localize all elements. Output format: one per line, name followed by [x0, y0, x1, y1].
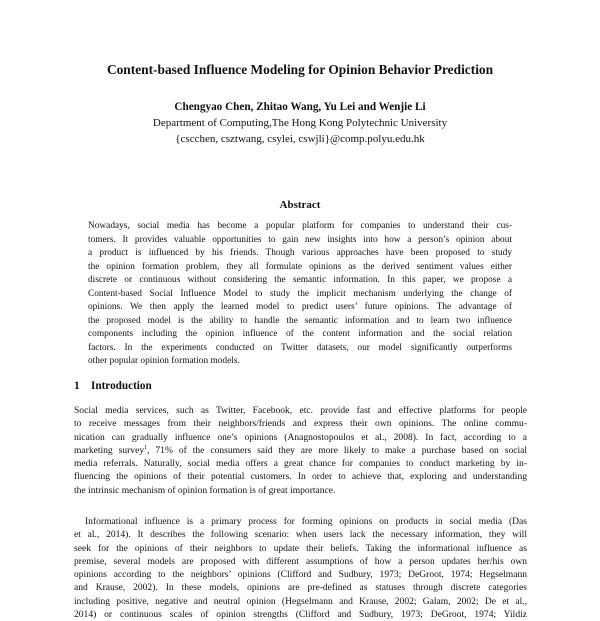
abstract-line: components including the opinion influence of the content information and the social relation [88, 329, 512, 340]
paragraph-line-with-footnote [74, 444, 527, 457]
section-number: 1 [74, 380, 80, 392]
paragraph-line: premise, several models are proposed with different assumptions of how a person updates her/his own [74, 555, 527, 567]
abstract-line: the opinion formation problem, they all formulate opinions as the derived sentiment values either [88, 261, 512, 272]
abstract-line: the proposed model is the ability to handle the semantic information and to learn two influence [88, 315, 512, 326]
abstract-line: discrete or continuous without considering the semantic information. In this paper, we propose a [88, 275, 512, 286]
intro-paragraph-2 [74, 515, 527, 621]
author-list: Chengyao Chen, Zhitao Wang, Yu Lei and Wenjie Li [174, 101, 426, 113]
author-emails: {cscchen, csztwang, csylei, cswjli}@comp.polyu.edu.hk [175, 133, 425, 145]
paper-title: Content-based Influence Modeling for Opinion Behavior Prediction [106, 62, 494, 77]
abstract-line: opinions. We then apply the learned model to predict users’ future opinions. The advantage of [88, 302, 512, 313]
section-heading-introduction [74, 380, 152, 392]
paragraph-line: Informational influence is a primary process for forming opinions on products in social media (Das [85, 516, 527, 527]
paragraph-line: including positive, negative and neutral opinion (Hegselmann and Krause, 2002; Galam, 2002; De et al., [74, 595, 527, 607]
paragraph-line: seek for the opinions of their neighbors to update their beliefs. Taking the informational influence as [74, 542, 527, 554]
abstract-line: factors. In the experiments conducted on Twitter datasets, our model significantly outperforms [88, 342, 512, 353]
paragraph-line: fluencing the opinions of their potential customers. In order to achieve that, exploring and understanding [74, 471, 527, 483]
paragraph-line: nication can gradually influence one’s opinions (Anagnostopoulos et al., 2008). In fact, according to a [74, 431, 527, 443]
abstract-line: tomers. It provides valuable opportunities to gain new insights into how a person’s opinion about [88, 234, 512, 245]
intro-paragraph-1 [74, 404, 527, 497]
section-title: Introduction [91, 380, 152, 392]
paragraph-line: and Krause, 2002). In these models, opinions are pre-defined as statuses through discrete categories [74, 582, 527, 594]
footnote-context-before: marketing survey [74, 444, 145, 456]
affiliation: Department of Computing,The Hong Kong Polytechnic University [152, 117, 448, 129]
abstract-line: other popular opinion formation models. [88, 356, 240, 367]
footnote-context-after: , 71% of the consumers said they are more likely to make a purchase based on social [147, 444, 527, 456]
paragraph-line: et al., 2014). It describes the following scenario: when users lack the necessary information, they will [74, 529, 527, 541]
abstract-line: Content-based Social Influence Model to study the implicit mechanism underlying the change of [88, 288, 512, 299]
paragraph-line: the intrinsic mechanism of opinion formation is of great importance. [74, 484, 336, 496]
abstract-heading: Abstract [279, 199, 321, 211]
abstract-text [88, 220, 512, 369]
footnote-mark: 1 [144, 444, 148, 451]
paragraph-line: media referrals. Naturally, social media offers a great chance for companies to conduct marketing by in- [74, 458, 527, 470]
paragraph-line: Social media services, such as Twitter, Facebook, etc. provide fast and effective platforms for people [74, 405, 527, 416]
abstract-line: a product is influenced by his friends. Though various approaches have been proposed to study [88, 248, 512, 259]
abstract-line: Nowadays, social media has become a popular platform for companies to understand their cus- [88, 221, 512, 231]
paragraph-line: 2014) or continuous scales of opinion strengths (Clifford and Sudbury, 1973; DeGroot, 1974; Yildiz [74, 609, 527, 621]
paragraph-line: to receive messages from their neighbors/friends and express their own opinions. The online commu- [74, 418, 527, 430]
paragraph-line: opinions according to the neighbors’ opinions (Clifford and Sudbury, 1973; DeGroot, 1974; Hegselmann [74, 569, 527, 581]
